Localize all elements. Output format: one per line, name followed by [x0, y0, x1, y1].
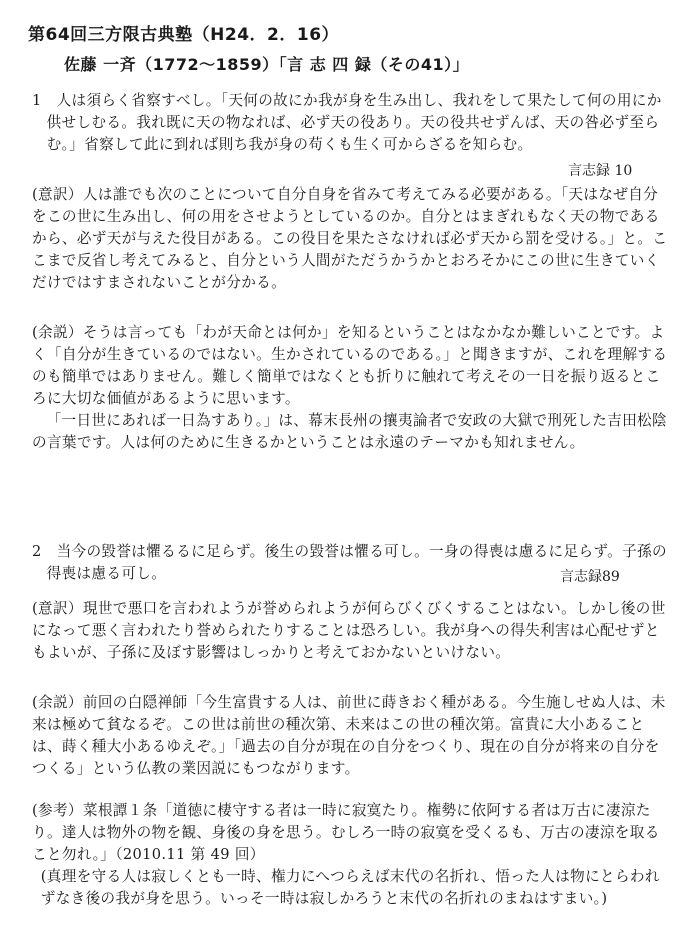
item2-translation-block — [32, 598, 672, 664]
item2-commentary-block — [32, 692, 672, 780]
item1-quote: 1 人は須らく省察すべし。「天何の故にか我が身を生み出し、我れをして果たして何の用にか供せしむる。我れ既に天の物なれば、必ず天の役あり。天の役共せずんば、天の咎必ず至らむ。」省察して此に到れば則ち我が身の苟くも生く可からざるを知らむ。 — [32, 92, 662, 153]
document-title: 第64回三方限古典塾（H24．2．16） — [28, 25, 340, 45]
item2-reference-note: (真理を守る人は寂しくとも一時、権力にへつらえば末代の名折れ、悟った人は物にとらわれずなき後の我が身を思う。いっそ一時は寂しかろうと末代の名折れのまねはすまい。) — [40, 868, 660, 907]
item1-commentary: (余説）そうは言っても「わが天命とは何か」を知るということはなかなか難しいことです。よく「自分が生きているのではない。生かされているのである。」と聞きますが、これを理解するのも簡単ではありません。難しく簡単ではなくとも折りに触れて考えその一日を振り返るところに大切な価値があるように思います。 — [32, 324, 668, 407]
item2-commentary: (余説）前回の白隠禅師「今生富貴する人は、前世に蒔きおく種がある。今生施しせぬ人は、未来は極めて貧なるぞ。この世は前世の種次第、未来はこの世の種次第。富貴に大小あることは、蒔く種大小あるゆえぞ。」「過去の自分が現在の自分をつくり、現在の自分が将来の自分をつくる」という仏教の業因説にもつながります。 — [32, 694, 666, 777]
item2-reference-block — [32, 800, 672, 910]
item1-text-block — [32, 90, 672, 156]
item1-source: 言志録 10 — [568, 163, 633, 179]
item1-translation-block — [32, 184, 672, 294]
document-subtitle: 佐藤 一斉（1772〜1859）「言 志 四 録（その41）」 — [64, 55, 470, 74]
item1-translation: (意訳）人は誰でも次のことについて自分自身を省みて考えてみる必要がある。「天はなぜ自分をこの世に生み出し、何の用をさせようとしているのか。自分とはまぎれもなく天の物であるから、必ず天が与えた役目がある。この役目を果たさなければ必ず天から罰を受ける。」と。ここまで反省し考えてみると、自分という人間がただうかうかとおろそかにこの世に生きていくだけではすまされないことが分かる。 — [32, 186, 668, 291]
item1-commentary-2: 「一日世にあれば一日為すあり。」は、幕末長州の攘夷論者で安政の大獄で刑死した吉田松陰の言葉です。人は何のために生きるかということは永遠のテーマかも知れません。 — [32, 412, 667, 451]
item1-commentary-block — [32, 322, 672, 454]
item2-translation: (意訳）現世で悪口を言われようが誉められようが何らびくびくすることはない。しかし後の世になって悪く言われたり誉められたりすることは恐ろしい。我が身への得失利害は心配せずともよいが、子孫に及ぼす影響はしっかりと考えておかないといけない。 — [32, 600, 666, 661]
item2-reference: (参考）菜根譚１条「道徳に棲守する者は一時に寂寞たり。権勢に依阿する者は万古に凄涼たり。達人は物外の物を観、身後の身を思う。むしろ一時の寂寞を受くるも、万古の凄涼を取ること勿れ。」（2010.11 第 49 回） — [32, 802, 660, 863]
item2-source: 言志録89 — [560, 569, 620, 585]
item2-quote: 2 当今の毀誉は懼るるに足らず。後生の毀誉は懼る可し。一身の得喪は慮るに足らず。子孫の得喪は慮る可し。 — [32, 543, 667, 582]
